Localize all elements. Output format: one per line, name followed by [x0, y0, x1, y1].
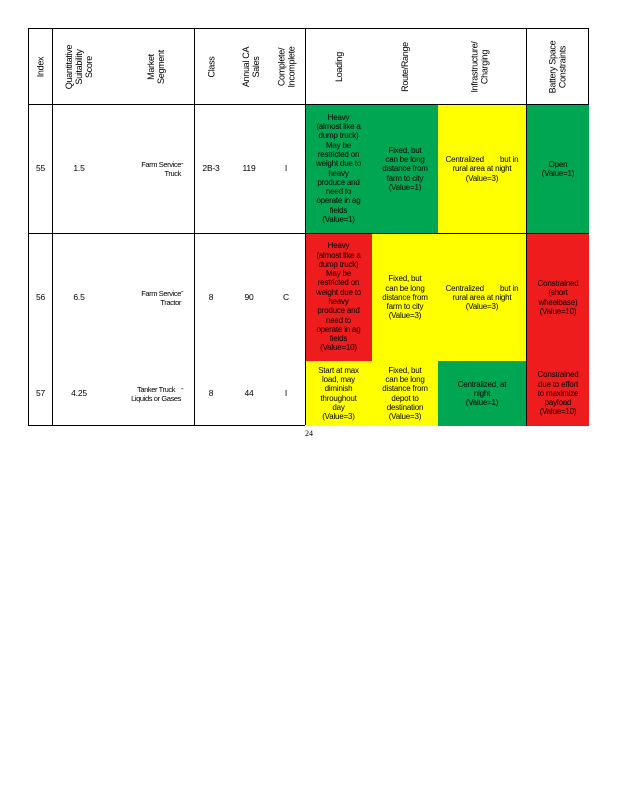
row-dash: - [181, 384, 184, 393]
header-route: Route/Range [400, 41, 410, 92]
header-battery: Battery Space Constraints [547, 40, 568, 93]
loading-text: Heavy (almost like a dump truck) May be restricted on weight due to heavy produce and need to operate in ag fields (Value=10) [316, 241, 361, 353]
route-text: Fixed, but can be long distance from farm to city (Value=1) [382, 145, 428, 192]
row-sales: 119 [242, 163, 256, 174]
header-score: Quantitative Suitability Score [64, 44, 94, 89]
infra-text: Centralized, at night (Value=1) [457, 379, 507, 408]
route-text: Fixed, but can be long distance from farm to city (Value=3) [382, 274, 428, 321]
row-score: 4.25 [71, 387, 87, 398]
row-complete: C [283, 291, 289, 302]
row-segment: Tanker Truck Liquids or Gases [131, 384, 181, 403]
col-divider [52, 29, 53, 425]
row-segment: Farm Service Truck [141, 160, 181, 178]
row-complete: I [284, 163, 288, 174]
row-sales: 44 [244, 387, 254, 398]
row-class: 8 [208, 291, 214, 302]
header-infra: Infrastructure/ Charging [470, 40, 490, 93]
header-sales: Annual CA Sales [241, 46, 262, 87]
header-loading: Loading [334, 51, 344, 82]
battery-text: Open (Value=1) [541, 159, 575, 178]
row-complete: I [284, 387, 288, 398]
infra-text: Centralized but in rural area at night (Value=3) [445, 155, 519, 183]
row-score: 1.5 [73, 163, 85, 174]
battery-text: Constrained (short wheelbase) (Value=10) [537, 278, 579, 316]
header-class: Class [206, 55, 217, 78]
infra-text: Centralized but in rural area at night (Value=3) [445, 283, 519, 312]
header-index: Index [35, 56, 46, 77]
row-class: 2B-3 [202, 163, 220, 174]
row-dash: - [181, 159, 184, 168]
row-dash: - [181, 287, 184, 296]
page-number: 24 [305, 429, 313, 438]
row-class: 8 [208, 387, 214, 398]
battery-text: Constrained due to effort to maximize payload (Value=10) [537, 370, 579, 417]
row-sales: 90 [244, 291, 254, 302]
route-text: Fixed, but can be long distance from depot to destination (Value=3) [382, 365, 428, 422]
row-index: 55 [35, 163, 46, 174]
header-segment: Market Segment [146, 49, 166, 84]
header-complete: Complete/ Incomplete [277, 45, 297, 88]
row-segment: Farm Service Tractor [141, 288, 181, 307]
row-index: 56 [35, 291, 46, 302]
loading-text: Start at max load, may diminish throughout day (Value=3) [318, 365, 359, 422]
row-index: 57 [35, 387, 46, 398]
loading-text: Heavy (almost like a dump truck) May be restricted on weight due to heavy produce and need to operate in ag fields (Value=1) [316, 112, 361, 224]
row-score: 6.5 [73, 291, 85, 302]
vehicle-suitability-table [28, 28, 589, 426]
